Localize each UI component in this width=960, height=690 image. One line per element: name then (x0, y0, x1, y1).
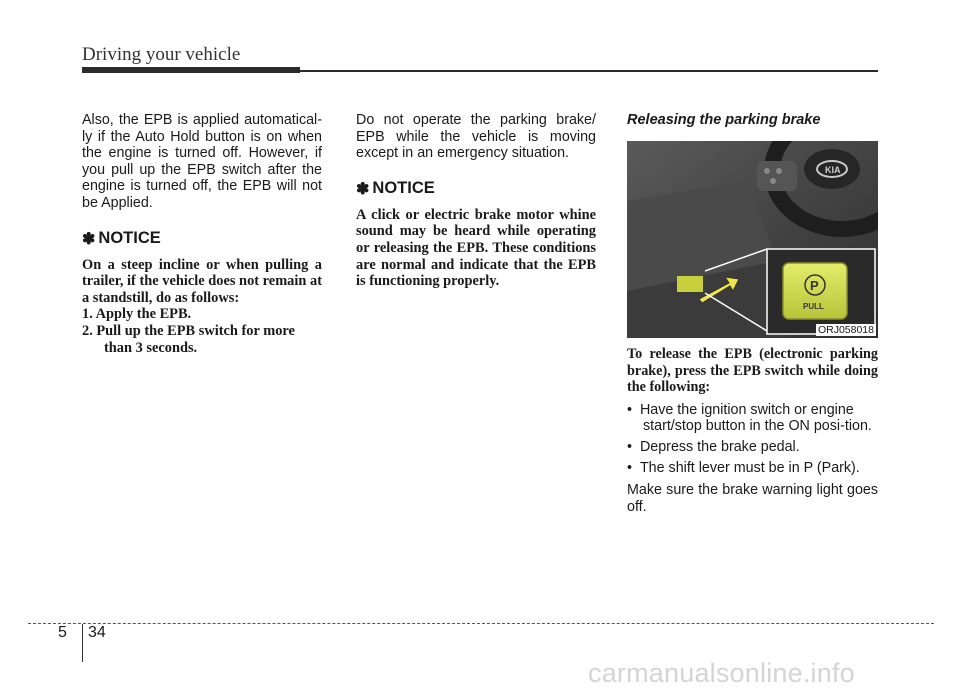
notice-heading-label: NOTICE (372, 179, 435, 198)
header-rule-thick (82, 67, 300, 73)
notice-heading-2 (356, 179, 596, 199)
header-rule-thin (300, 70, 878, 72)
notice-text-1: On a steep incline or when pulling a trailer, if the vehicle does not remain at a standstill, do as follows: (82, 256, 322, 306)
switch-pull-label: PULL (803, 302, 824, 311)
operate-warning-paragraph: Do not operate the parking brake/ EPB while the vehicle is moving except in an emergency situation. (356, 112, 596, 162)
page-header-title: Driving your vehicle (82, 44, 241, 65)
epb-switch-figure (627, 141, 878, 338)
bullet-item: • The shift lever must be in P (Park). (627, 459, 860, 476)
step-2: 2. Pull up the EPB switch for more than 3 seconds. (82, 322, 295, 356)
notice-text-2: A click or electric brake motor whine sound may be heard while operating or releasing the EPB. These conditions are normal and indicate that the EPB is functioning properly. (356, 206, 596, 290)
switch-symbol: P (810, 278, 819, 293)
watermark: carmanualsonline.info (588, 658, 855, 688)
column-2 (356, 112, 596, 290)
chapter-number: 5 (58, 624, 67, 641)
dashboard-illustration (627, 141, 878, 338)
page-number: 34 (88, 624, 106, 641)
step-1: 1. Apply the EPB. (82, 306, 192, 323)
closing-paragraph: Make sure the brake warning light goes off. (627, 482, 878, 515)
auto-hold-paragraph: Also, the EPB is applied automatical-ly if the Auto Hold button is on when the engine is turned off. However, if you pull up the EPB switch after the engine is turned off, the EPB will not be Applied. (82, 112, 322, 211)
release-intro: To release the EPB (electronic parking brake), press the EPB switch while doing the following: (627, 346, 878, 396)
column-3 (627, 112, 878, 515)
notice-heading-label: NOTICE (98, 229, 161, 248)
notice-asterisk-icon: ✽ (356, 180, 370, 198)
notice-asterisk-icon: ✽ (82, 230, 96, 248)
section-heading: Releasing the parking brake (627, 112, 821, 128)
figure-code: ORJ058018 (817, 324, 874, 336)
bullet-item: • Have the ignition switch or engine start/stop button in the ON posi-tion. (627, 401, 872, 435)
notice-heading-1 (82, 229, 322, 249)
bullet-item: • Depress the brake pedal. (627, 438, 800, 455)
footer-divider (82, 624, 83, 662)
column-1 (82, 112, 322, 356)
svg-text:KIA: KIA (825, 165, 841, 175)
footer-dashed-rule (28, 623, 934, 624)
